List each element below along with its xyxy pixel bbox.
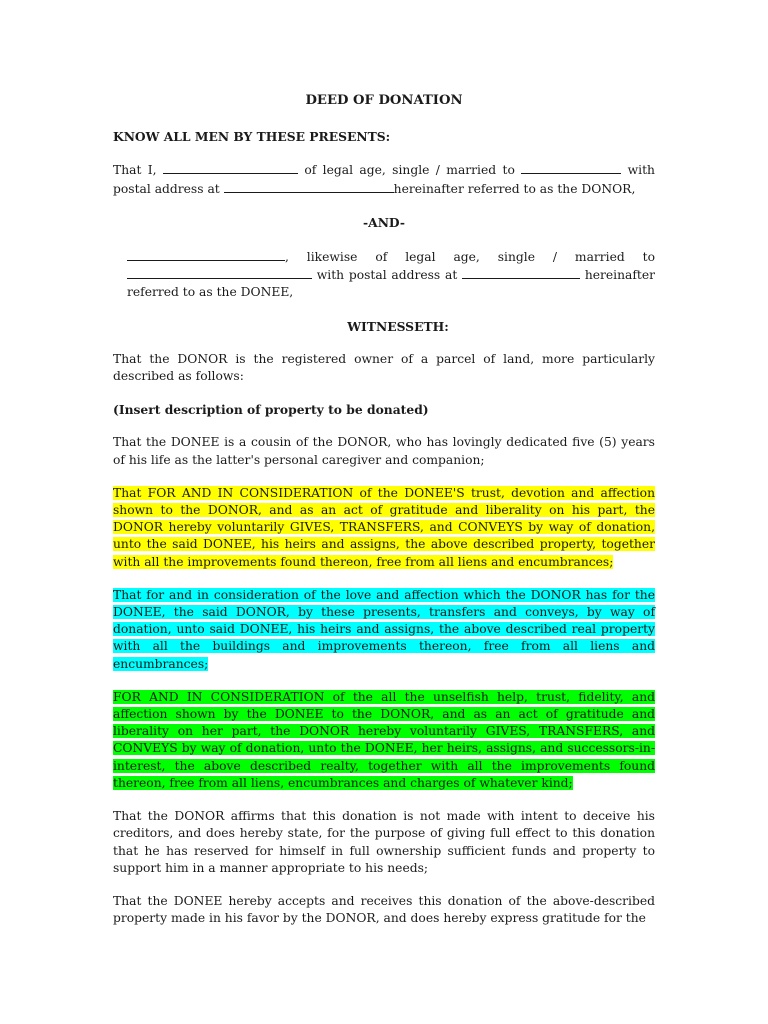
affirmation-paragraph: That the DONOR affirms that this donation is not made with intent to deceive his creditors, and does hereby state, for the purpose of giving full effect to this donation that he has reserved for himself in full ownership sufficient funds and property to support him in a manner appropriate to his needs; [113, 809, 655, 875]
donee-clause-text-3: hereinafter referred to as the DONEE, [127, 268, 655, 300]
document-title: DEED OF DONATION [305, 93, 463, 108]
donor-clause-text-1: That I, [113, 163, 157, 178]
acceptance-paragraph: That the DONEE hereby accepts and receives this donation of the above-described property made in his favor by the DONOR, and does hereby express gratitude for the [113, 893, 655, 926]
donee-spouse-blank[interactable] [127, 266, 312, 279]
donor-clause [113, 161, 655, 197]
donee-address-blank[interactable] [462, 266, 580, 279]
highlighted-clause-green-text: FOR AND IN CONSIDERATION of the all the unselfish help, trust, fidelity, and affection shown by the DONEE to the DONOR, and as an act of gratitude and liberality on her part, the DONOR hereby voluntarily GIVES, TRANSFERS, and CONVEYS by way of donation, unto the DONEE, her heirs, assigns, and successors-in-interest, the above described realty, together with all the improvements found thereon, free from all liens, encumbrances and charges of whatever kind; [113, 689, 655, 790]
donee-clause-text-2: with postal address at [316, 268, 458, 283]
donor-spouse-blank[interactable] [521, 161, 621, 174]
donee-name-blank[interactable] [127, 248, 285, 261]
donor-address-blank[interactable] [224, 180, 394, 193]
donor-clause-text-2: of legal age, single / married to [304, 163, 515, 178]
donor-name-blank[interactable] [163, 161, 298, 174]
donor-clause-text-3: with postal address at [113, 163, 655, 196]
highlighted-clause-cyan [113, 587, 655, 673]
witnesseth-heading: WITNESSETH: [347, 318, 449, 334]
ownership-paragraph: That the DONOR is the registered owner of a parcel of land, more particularly described as follows: [113, 351, 655, 384]
donor-clause-text-4: hereinafter referred to as the DONOR, [393, 181, 636, 196]
highlighted-clause-green [113, 689, 655, 792]
donee-clause [113, 248, 655, 302]
donee-clause-text-1: , likewise of legal age, single / married to [285, 250, 655, 265]
highlighted-clause-cyan-text: That for and in consideration of the love and affection which the DONOR has for the DONEE, the said DONOR, by these presents, transfers and conveys, by way of donation, unto said DONEE, his heirs and assigns, the above described real property with all the buildings and improvements thereon, free from all liens and encumbrances; [113, 587, 655, 671]
cousin-paragraph: That the DONEE is a cousin of the DONOR, who has lovingly dedicated five (5) years of his life as the latter's personal caregiver and companion; [113, 435, 655, 467]
and-separator: -AND- [363, 214, 405, 230]
opening-line: KNOW ALL MEN BY THESE PRESENTS: [113, 129, 391, 145]
highlighted-clause-yellow [113, 485, 655, 571]
document-page [113, 92, 655, 943]
highlighted-clause-yellow-text: That FOR AND IN CONSIDERATION of the DONEE'S trust, devotion and affection shown to the DONOR, and as an act of gratitude and liberality on his part, the DONOR hereby voluntarily GIVES, TRANSFERS, and CONVEYS by way of donation, unto the said DONEE, his heirs and assigns, the above described property, together with all the improvements found thereon, free from all liens and encumbrances; [113, 485, 655, 569]
insert-description-note: (Insert description of property to be donated) [113, 402, 429, 418]
